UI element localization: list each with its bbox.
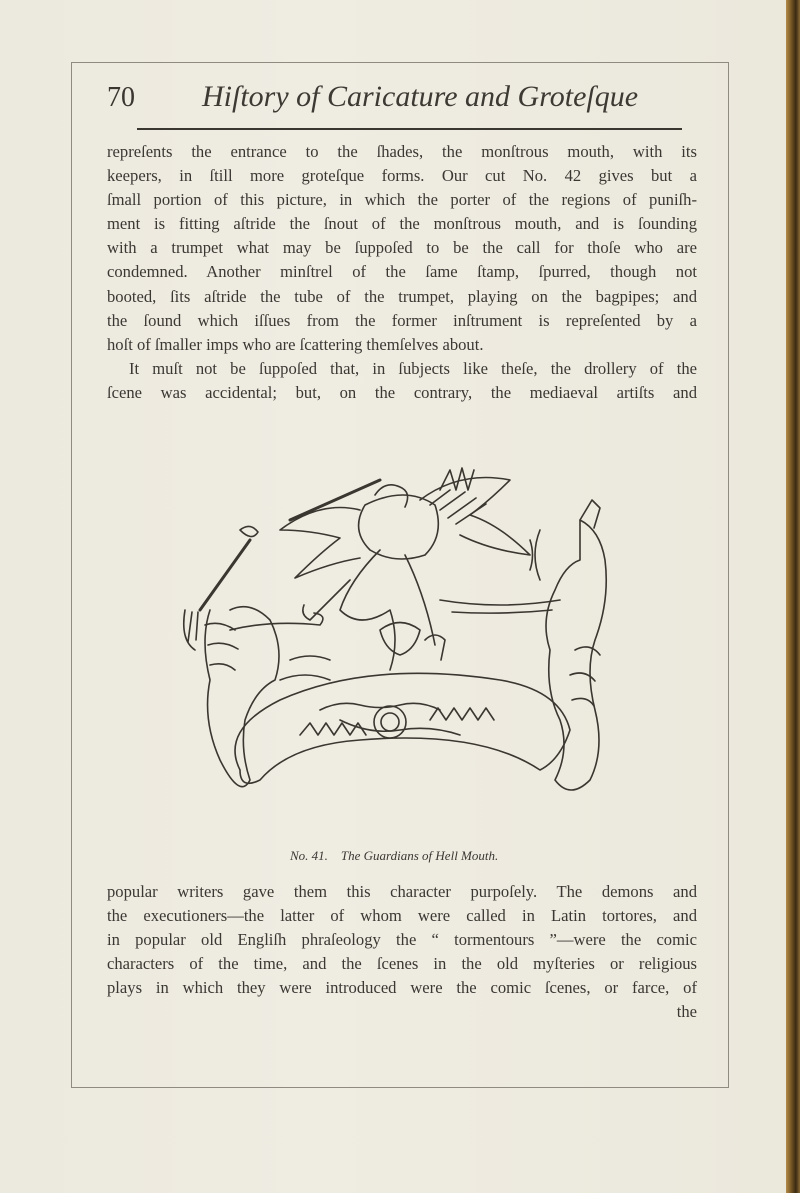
frame-line-bottom [72, 1087, 728, 1088]
text-line: repreſents the entrance to the ſhades, the monſtrous mouth, with its [107, 142, 697, 161]
text-line: popular writers gave them this character purpoſely. The demons and [107, 882, 697, 901]
text-line: with a trumpet what may be ſuppoſed to be the call for thoſe who are [107, 238, 697, 258]
frame-line-right [728, 62, 729, 1088]
figure-number: No. 41. [290, 848, 328, 863]
text-line: characters of the time, and the ſcenes in the old myſteries or religious [107, 954, 697, 974]
text-line: booted, ſits aſtride the tube of the trumpet, playing on the bagpipes; and [107, 286, 697, 306]
hell-mouth-engraving [180, 460, 630, 835]
text-line: the executioners—the latter of whom were called in Latin tortores, and [107, 906, 697, 926]
page-number: 70 [107, 82, 135, 113]
running-title: Hiſtory of Caricature and Groteſque [202, 80, 639, 113]
page-header [107, 80, 697, 124]
catchword: the [676, 1002, 697, 1022]
text-line: hoſt of ſmaller imps who are ſcattering themſelves about. [107, 334, 484, 354]
text-line: plays in which they were introduced were the comic ſcenes, or farce, of [107, 978, 697, 998]
frame-line-left [71, 62, 72, 1088]
text-line: ſcene was accidental; but, on the contrary, the mediaeval artiſts and [107, 383, 697, 403]
text-line: the ſound which iſſues from the former inſtrument is repreſented by a [107, 310, 697, 330]
figure-caption [290, 848, 498, 864]
text-line: condemned. Another minſtrel of the ſame ſtamp, ſpurred, though not [107, 262, 697, 282]
text-line: keepers, in ſtill more groteſque forms. Our cut No. 42 gives but a [107, 166, 697, 186]
figure-caption-text: The Guardians of Hell Mouth. [340, 848, 499, 863]
paragraph-1 [107, 140, 697, 357]
book-gutter-edge [786, 0, 800, 1193]
text-line: ment is fitting aſtride the ſnout of the monſtrous mouth, and is ſounding [107, 214, 697, 234]
text-line: It muſt not be ſuppoſed that, in ſubjects like theſe, the drollery of the [129, 359, 697, 378]
woodcut-illustration [180, 460, 630, 835]
paragraph-2 [107, 357, 697, 405]
paragraph-3 [107, 880, 697, 1025]
text-line: ſmall portion of this picture, in which the porter of the regions of puniſh- [107, 190, 697, 210]
frame-line-top [72, 62, 728, 63]
text-line: in popular old Engliſh phraſeology the “ tormentours ”—were the comic [107, 930, 697, 950]
header-rule [137, 128, 682, 130]
